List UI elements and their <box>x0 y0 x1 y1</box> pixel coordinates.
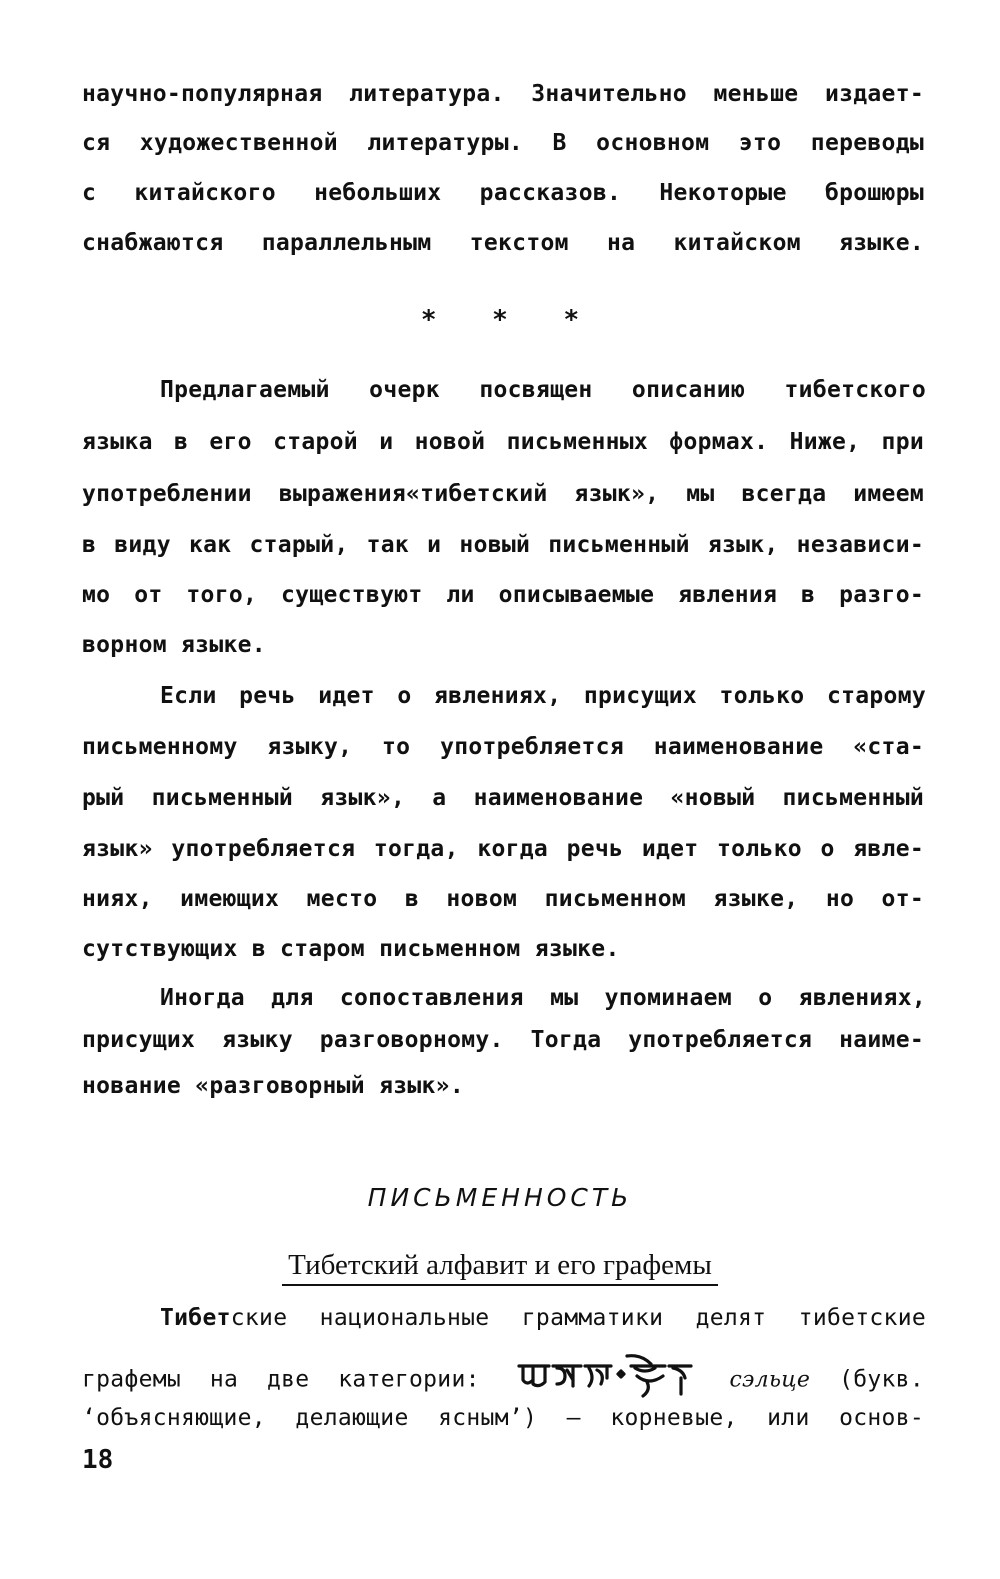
text-line: рый письменный язык», а наименование «новый письменный <box>82 785 924 811</box>
text-fragment: графемы на две категории: <box>82 1366 480 1393</box>
text-line: Иногда для сопоставления мы упоминаем о явлениях, <box>160 985 926 1011</box>
text-line <box>160 1303 926 1333</box>
text-line: научно-популярная литература. Значительно меньше издает- <box>82 81 924 107</box>
section-title: ПИСЬМЕННОСТЬ <box>367 1183 633 1212</box>
text-line: ворном языке. <box>82 632 266 658</box>
subtitle: Тибетский алфавит и его графемы <box>282 1248 718 1286</box>
text-line: языка в его старой и новой письменных формах. Ниже, при <box>82 429 924 455</box>
section-separator: * * * <box>420 305 580 335</box>
tibetan-script-word <box>515 1354 695 1406</box>
subtitle-container <box>0 1248 1000 1286</box>
text-line: ‘объясняющие, делающие ясным’) – корневые, или основ- <box>82 1405 924 1431</box>
text-line <box>82 1354 924 1406</box>
text-line: Предлагаемый очерк посвящен описанию тибетского <box>160 377 926 403</box>
text-line: употреблении выражения«тибетский язык», мы всегда имеем <box>82 481 924 507</box>
text-fragment: ские национальные грамматики делят тибетские <box>230 1305 926 1331</box>
transliteration: сэльце <box>729 1367 811 1393</box>
text-line: мо от того, существуют ли описываемые явления в разго- <box>82 582 924 608</box>
text-fragment: (букв. <box>839 1366 924 1393</box>
text-line: с китайского небольших рассказов. Некоторые брошюры <box>82 180 924 206</box>
text-line: ся художественной литературы. В основном это переводы <box>82 130 924 156</box>
text-line: сутствующих в старом письменном языке. <box>82 936 620 962</box>
text-line: ниях, имеющих место в новом письменном языке, но от- <box>82 886 924 912</box>
bold-word: Тибет <box>160 1305 231 1331</box>
text-line: в виду как старый, так и новый письменный язык, независи- <box>82 532 924 558</box>
text-line: нование «разговорный язык». <box>82 1073 464 1099</box>
text-line: снабжаются параллельным текстом на китайском языке. <box>82 230 924 256</box>
text-line: присущих языку разговорному. Тогда употребляется наиме- <box>82 1027 924 1053</box>
page-number: 18 <box>82 1445 114 1475</box>
text-line: язык» употребляется тогда, когда речь идет только о явле- <box>82 836 924 862</box>
tibetan-glyphs-icon <box>515 1354 695 1398</box>
text-line: Если речь идет о явлениях, присущих только старому <box>160 683 926 709</box>
text-line: письменному языку, то употребляется наименование «ста- <box>82 734 924 760</box>
